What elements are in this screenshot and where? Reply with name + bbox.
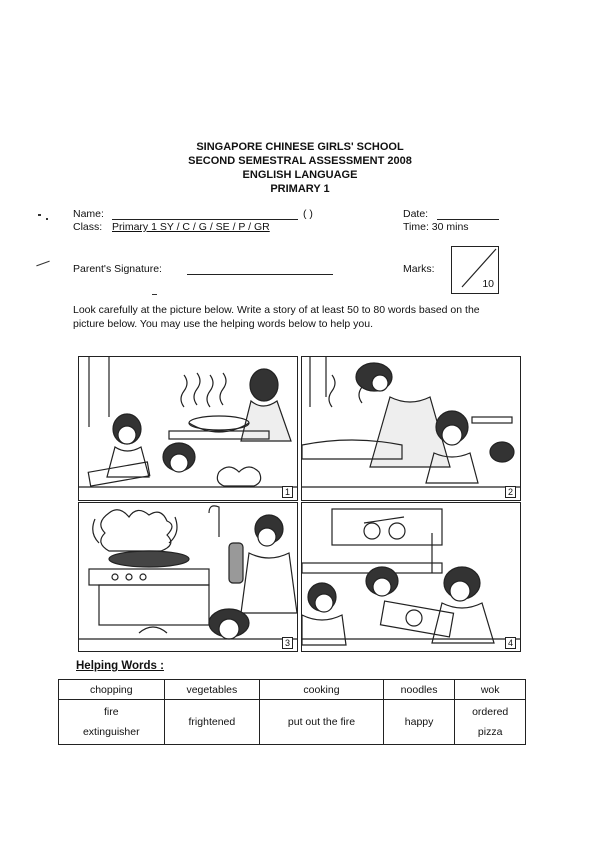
level-title: PRIMARY 1 — [270, 183, 330, 195]
name-line[interactable] — [112, 219, 298, 220]
picture-panel-3 — [78, 502, 298, 652]
word-cell — [59, 700, 165, 745]
panel-4-illustration — [302, 503, 520, 651]
class-value: Primary 1 SY / C / G / SE / P / GR — [112, 221, 270, 233]
word-line: frightened — [188, 716, 236, 728]
word-cell: vegetables — [164, 680, 260, 700]
picture-panel-1 — [78, 356, 298, 501]
subject-title: ENGLISH LANGUAGE — [242, 169, 358, 181]
parent-signature-label: Parent's Signature: — [73, 263, 162, 275]
assessment-title: SECOND SEMESTRAL ASSESSMENT 2008 — [188, 155, 412, 167]
time-label: Time: 30 mins — [403, 221, 469, 233]
word-cell: chopping — [59, 680, 165, 700]
word-line: extinguisher — [82, 726, 140, 738]
scan-speck — [152, 294, 157, 295]
word-cell: wok — [455, 680, 526, 700]
picture-panel-2 — [301, 356, 521, 501]
scan-speck — [46, 218, 48, 220]
helping-words-title: Helping Words : — [76, 660, 164, 672]
date-label: Date: — [403, 208, 429, 220]
panel-2-illustration — [302, 357, 520, 500]
name-label: Name: — [73, 208, 104, 220]
parent-signature-line[interactable] — [187, 274, 333, 275]
panel-3-illustration — [79, 503, 297, 651]
word-cell: noodles — [383, 680, 455, 700]
table-row — [59, 680, 526, 700]
scan-speck — [36, 261, 49, 267]
panel-1-illustration — [79, 357, 297, 500]
word-cell — [164, 700, 260, 745]
scan-speck — [38, 214, 41, 216]
word-cell — [383, 700, 455, 745]
word-line: fire — [103, 706, 119, 718]
helping-words-table — [58, 679, 526, 745]
instructions: Look carefully at the picture below. Write a story of at least 50 to 80 words based on the picture below. You may use the helping words below to help you. — [73, 304, 480, 330]
word-line: ordered — [472, 706, 509, 718]
word-cell — [260, 700, 384, 745]
marks-label: Marks: — [403, 263, 435, 275]
school-name: SINGAPORE CHINESE GIRLS' SCHOOL — [196, 141, 404, 153]
word-cell: cooking — [260, 680, 384, 700]
table-row — [59, 700, 526, 745]
word-cell — [455, 700, 526, 745]
word-line: pizza — [477, 726, 503, 738]
date-line[interactable] — [437, 219, 499, 220]
panel-1-number: 1 — [282, 486, 293, 498]
class-label: Class: — [73, 221, 103, 233]
word-line: put out the fire — [287, 716, 356, 728]
picture-panel-4 — [301, 502, 521, 652]
panel-4-number: 4 — [505, 637, 516, 649]
panel-2-number: 2 — [505, 486, 516, 498]
word-line: happy — [404, 716, 434, 728]
marks-total: 10 — [482, 278, 494, 290]
panel-3-number: 3 — [282, 637, 293, 649]
name-index-paren: ( ) — [303, 208, 313, 220]
marks-box — [451, 246, 499, 294]
